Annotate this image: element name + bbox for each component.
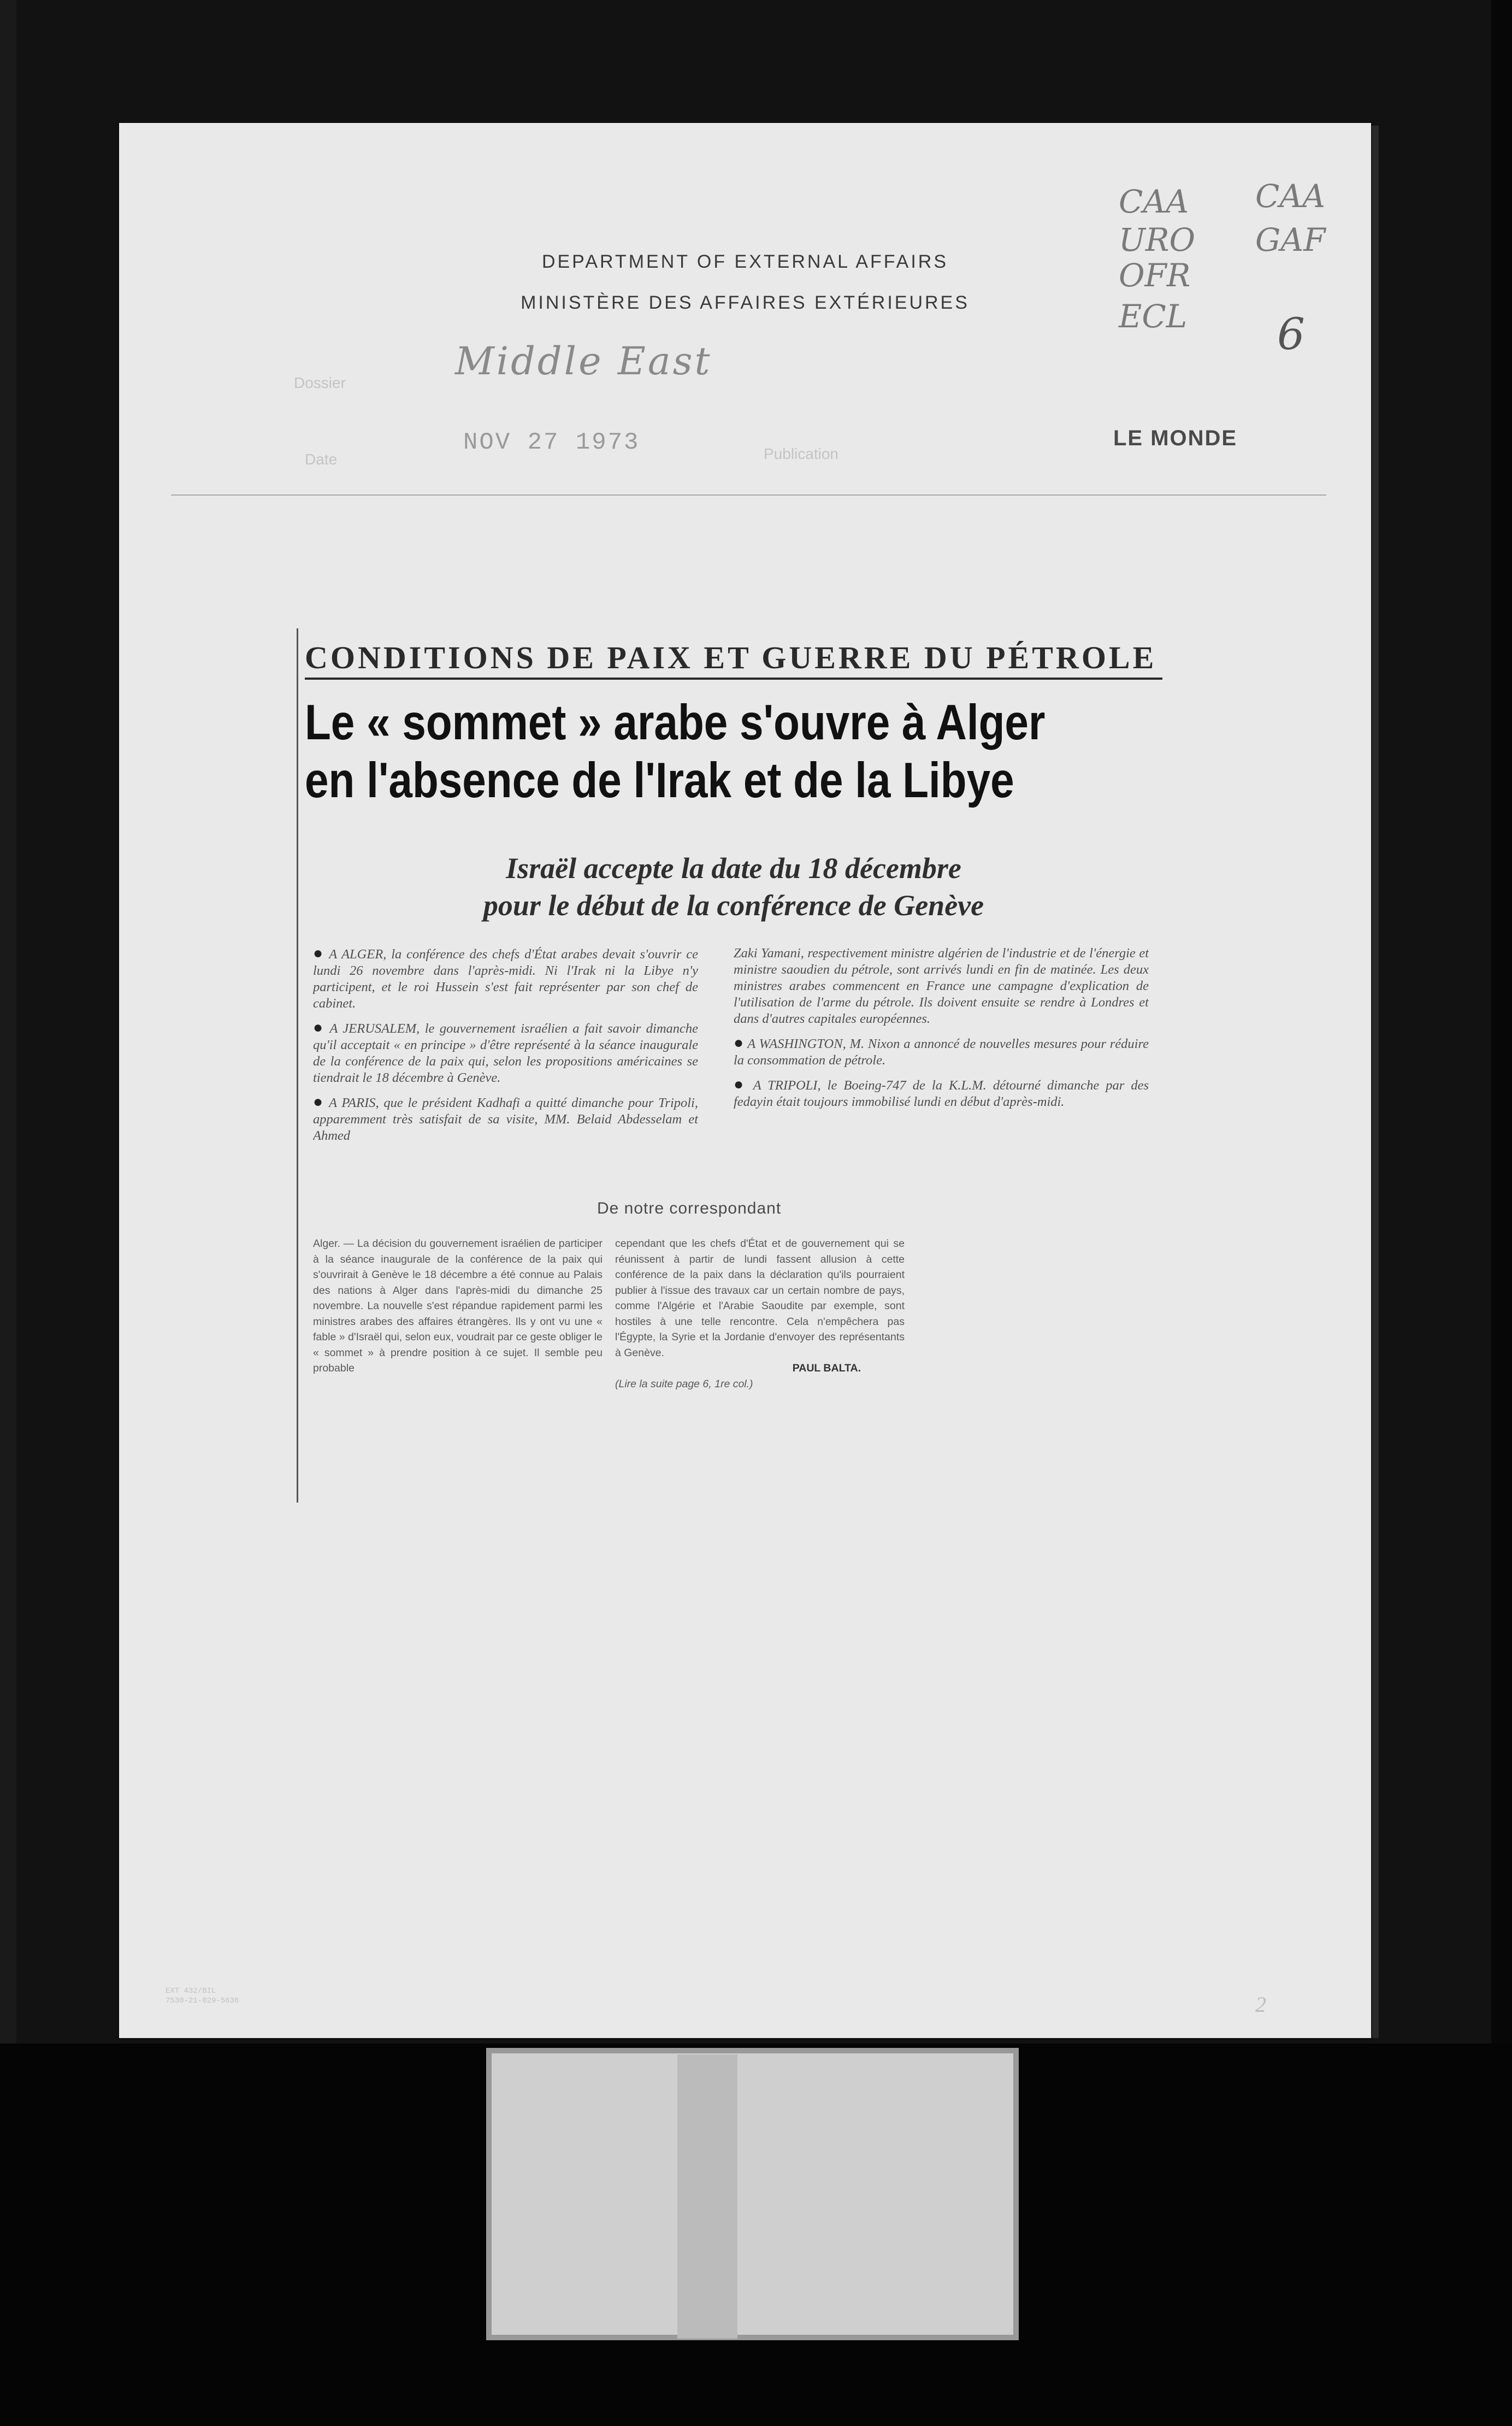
headline-line: en l'absence de l'Irak et de la Libye: [305, 753, 1014, 808]
summary-column-left: [313, 945, 698, 1191]
folder-inner: [492, 2053, 1013, 2335]
kicker-rule: [305, 678, 1162, 680]
handwritten-file-name: Middle East: [455, 339, 712, 384]
form-label-date: Date: [305, 451, 338, 468]
summary-item: ● A JERUSALEM, le gouvernement israélien a fait savoir dimanche qu'il acceptait « en principe » d'être représenté à la séance inaugurale de la conférence de la paix qui, selon les propositions américaines se tiendrait le 18 décembre à Genève.: [313, 1018, 698, 1085]
handwritten-number: 6: [1277, 309, 1305, 360]
bullet-icon: ●: [313, 1018, 325, 1037]
body-column-right: [615, 1236, 905, 1482]
form-code: EXT 432/BIL 7530-21-029-5636: [166, 1987, 239, 2005]
summary-item: ● A PARIS, que le président Kadhafi a quitté dimanche pour Tripoli, apparemment très satisfait de sa visite, MM. Belaid Abdesselam et Ahmed: [313, 1093, 698, 1143]
handwritten-code: ECL: [1119, 298, 1188, 335]
bullet-icon: ●: [313, 1093, 324, 1111]
handwritten-code: GAF: [1255, 221, 1326, 258]
body-text: cependant que les chefs d'État et de gouvernement qui se réunissent à partir de lundi fassent allusion à cette conférence de la paix dans la déclaration qu'ils pourraient publier à l'issue des travaux car un certain nombre de pays, comme l'Algérie et l'Arabie Saoudite par exemple, sont hostiles à une telle rencontre. Cela n'empêchera pas l'Égypte, la Syrie et la Jordanie d'envoyer des représentants à Genève.: [615, 1238, 905, 1359]
clipping-left-rule: [297, 628, 298, 1503]
handwritten-code: OFR: [1119, 257, 1191, 294]
summary-item: ● A TRIPOLI, le Boeing-747 de la K.L.M. détourné dimanche par des fedayin était toujours immobilisé lundi en début d'après-midi.: [734, 1075, 1149, 1109]
header-rule: [171, 494, 1326, 496]
continued-note: (Lire la suite page 6, 1re col.): [615, 1377, 753, 1390]
handwritten-code: CAA: [1255, 178, 1326, 215]
summary-column-right: [734, 945, 1149, 1202]
dept-name-fr: MINISTÈRE DES AFFAIRES EXTÉRIEURES: [521, 292, 970, 313]
document-sheet: [119, 123, 1371, 2038]
bullet-icon: ●: [313, 945, 324, 962]
dept-name-en: DEPARTMENT OF EXTERNAL AFFAIRS: [541, 251, 949, 272]
headline-line: Le « sommet » arabe s'ouvre à Alger: [305, 695, 1046, 750]
publication-stamp: LE MONDE: [1113, 426, 1238, 450]
handwritten-code: CAA: [1119, 183, 1189, 220]
summary-item: ● A WASHINGTON, M. Nixon a annoncé de nouvelles mesures pour réduire la consommation de pétrole.: [734, 1034, 1149, 1068]
article-headline: [305, 694, 1046, 810]
date-stamp: NOV 27 1973: [463, 429, 640, 456]
newspaper-clipping: [297, 628, 1165, 1639]
deck-line: Israël accepte la date du 18 décembre: [506, 852, 961, 885]
deck-line: pour le début de la conférence de Genève: [483, 889, 984, 922]
article-byline: De notre correspondant: [597, 1199, 782, 1217]
summary-item: Zaki Yamani, respectivement ministre algérien de l'industrie et de l'énergie et ministre saoudien du pétrole, sont arrivés lundi en fin de matinée. Les deux ministres arabes commencent en France une campagne d'explication de l'utilisation de l'arme du pétrole. Ils doivent ensuite se rendre à Londres et dans d'autres capitales européennes.: [734, 946, 1149, 1026]
form-label-publication: Publication: [764, 445, 838, 462]
page-mark: 2: [1255, 1992, 1266, 2017]
sheet-shadow: [1371, 126, 1379, 2038]
summary-item: ● A ALGER, la conférence des chefs d'État arabes devait s'ouvrir ce lundi 26 novembre dans l'après-midi. Ni l'Irak ni la Libye n'y participent, et le roi Hussein s'est fait représenter par son chef de cabinet.: [313, 945, 698, 1011]
folder-slot: [677, 2054, 737, 2339]
article-signature: PAUL BALTA.: [792, 1362, 861, 1374]
bullet-icon: ●: [734, 1034, 744, 1052]
article-kicker: CONDITIONS DE PAIX ET GUERRE DU PÉTROLE: [305, 640, 1157, 675]
handwritten-code: URO: [1119, 221, 1196, 258]
bullet-icon: ●: [734, 1075, 747, 1093]
article-deck: [305, 850, 1162, 924]
body-column-left: Alger. — La décision du gouvernement israélien de participer à la séance inaugurale de la conférence de la paix qui s'ouvrirait à Genève le 18 décembre a été connue au Palais des nations à Alger dans l'après-midi du dimanche 25 novembre. La nouvelle s'est répandue rapidement parmi les ministres arabes des affaires étrangères. Ils y ont vu une « fable » d'Israël qui, selon eux, voudrait par ce geste obliger le « sommet » à prendre position à ce sujet. Il semble peu probable: [313, 1238, 603, 1374]
form-label-file: Dossier: [294, 374, 346, 391]
